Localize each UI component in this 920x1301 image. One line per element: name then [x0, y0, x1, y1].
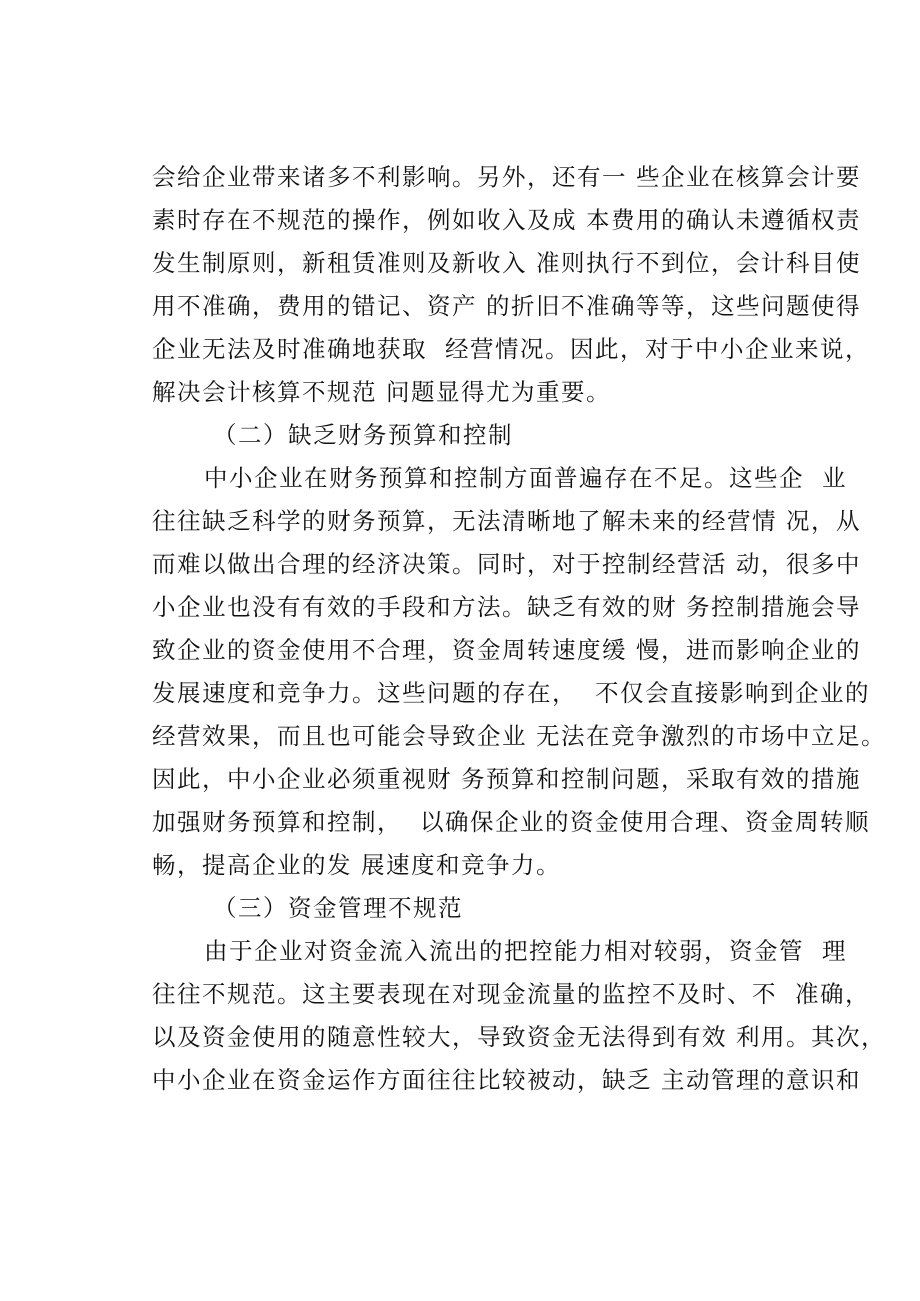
text-line: 素时存在不规范的操作，例如收入及成 本费用的确认未遵循权责 [152, 206, 861, 234]
text-line: 由于企业对资金流入流出的把控能力相对较弱，资金管 理 [204, 937, 847, 965]
text-line: 企业无法及时准确地获取 经营情况。因此，对于中小企业来说， [152, 335, 870, 363]
text-line: 中小企业在财务预算和控制方面普遍存在不足。这些企 业 [204, 464, 847, 492]
text-line: 中小企业在资金运作方面往往比较被动，缺乏 主动管理的意识和 [152, 1066, 861, 1094]
text-line: 解决会计核算不规范 问题显得尤为重要。 [152, 378, 611, 406]
section-heading: （二）缺乏财务预算和控制 [213, 421, 513, 449]
section-heading: （三）资金管理不规范 [213, 894, 463, 922]
text-line: 以及资金使用的随意性较大，导致资金无法得到有效 利用。其次， [152, 1023, 886, 1051]
text-line: 加强财务预算和控制， 以确保企业的资金使用合理、资金周转顺 [152, 808, 870, 836]
text-line: 因此，中小企业必须重视财 务预算和控制问题，采取有效的措施 [152, 765, 861, 793]
text-line: 而难以做出合理的经济决策。同时，对于控制经营活 动，很多中 [152, 550, 861, 578]
text-line: 发展速度和竞争力。这些问题的存在， 不仅会直接影响到企业的 [152, 679, 870, 707]
text-line: 经营效果，而且也可能会导致企业 无法在竞争激烈的市场中立足。 [152, 722, 886, 750]
text-line: 致企业的资金使用不合理，资金周转速度缓 慢，进而影响企业的 [152, 636, 861, 664]
text-line: 发生制原则，新租赁准则及新收入 准则执行不到位，会计科目使 [152, 249, 861, 277]
text-line: 会给企业带来诸多不利影响。另外，还有一 些企业在核算会计要 [152, 163, 861, 191]
text-line: 小企业也没有有效的手段和方法。缺乏有效的财 务控制措施会导 [152, 593, 861, 621]
text-line: 畅，提高企业的发 展速度和竞争力。 [152, 851, 561, 879]
text-line: 往往缺乏科学的财务预算，无法清晰地了解未来的经营情 况，从 [152, 507, 861, 535]
text-line: 往往不规范。这主要表现在对现金流量的监控不及时、不 准确， [152, 980, 870, 1008]
text-line: 用不准确，费用的错记、资产 的折旧不准确等等，这些问题使得 [152, 292, 861, 320]
